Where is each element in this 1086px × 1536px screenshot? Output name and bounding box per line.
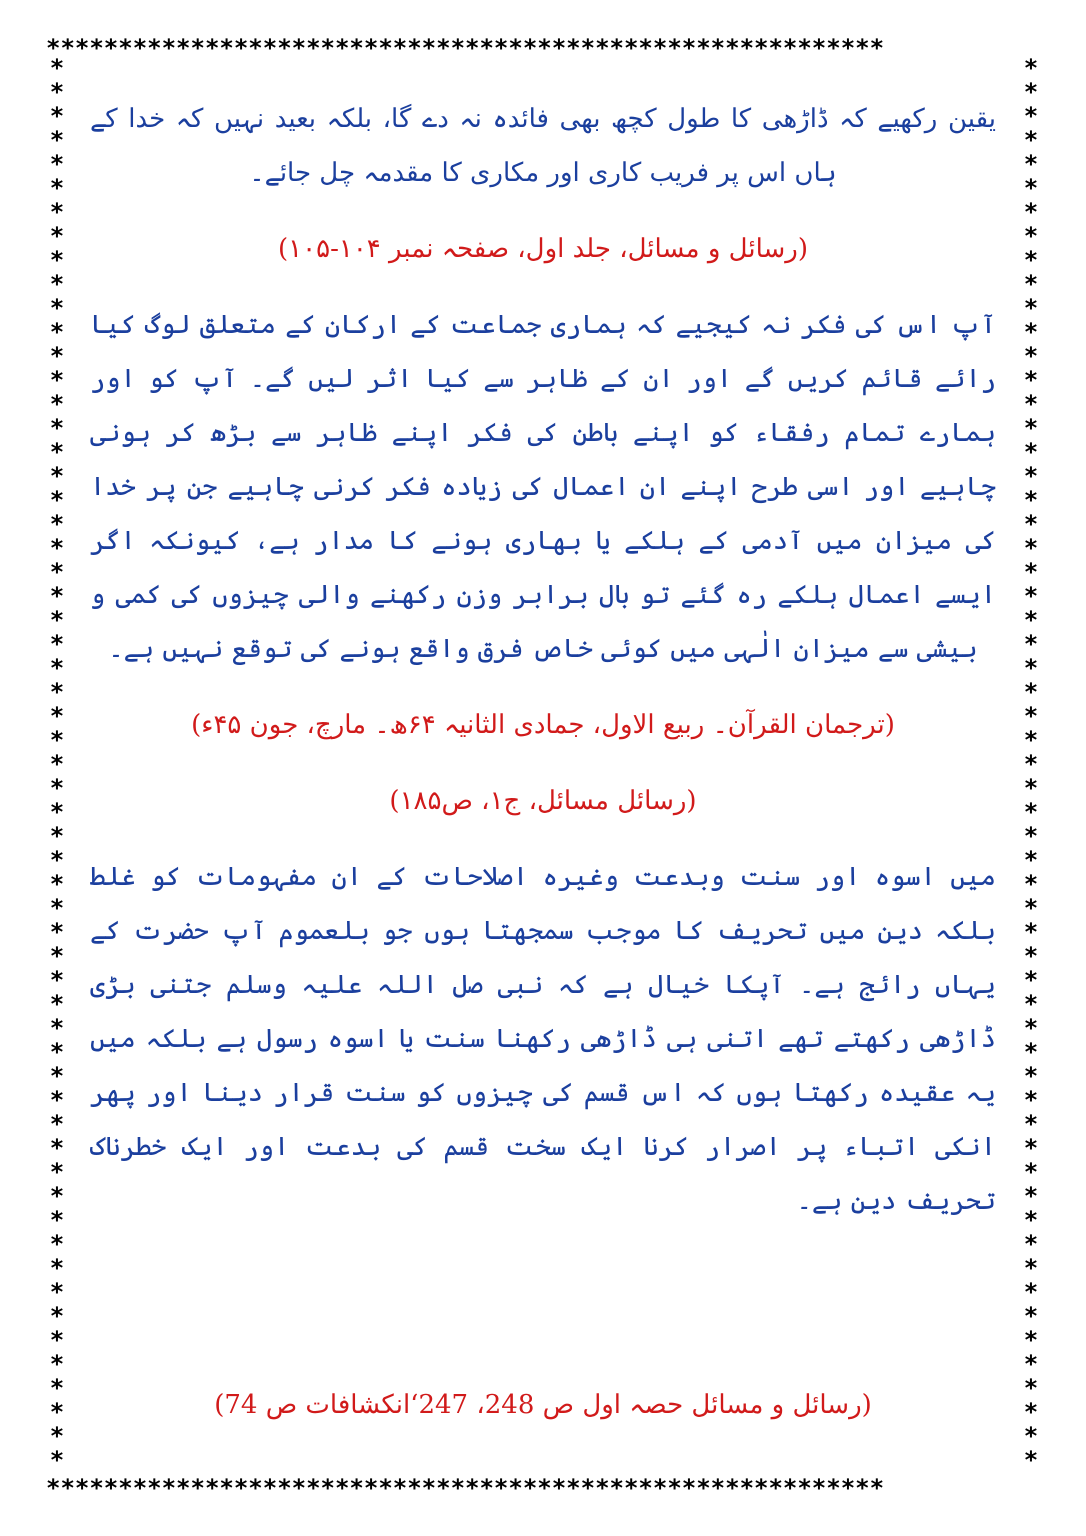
border-top: ********************************************************** [46,36,885,60]
border-right: *********************************************************** [1023,56,1039,1474]
paragraph-3: میں اسوہ اور سنت وبدعت وغیرہ اصلاحات کے ان مفہومات کو غلط بلکہ دین میں تحریف کا موجب سمجھتا ہوں جو بلعموم آپ حضرت کے یہاں رائج ہے۔ آپکا خیال ہے کہ نبی صل اللہ علیہ وسلم جتنی بڑی ڈاڑھی رکھتے تھے اتنی ہی ڈاڑھی رکھنا سنت یا اسوہ رسول ہے بلکہ میں یہ عقیدہ رکھتا ہوں کہ اس قسم کی چیزوں کو سنت قرار دینا اور پھر انکی اتباء پر اصرار کرنا ایک سخت قسم کی بدعت اور ایک خطرناک تحریف دین ہے۔ [90,862,996,1216]
citation-1: (رسائل و مسائل، جلد اول، صفحہ نمبر ۱۰۴-۱۰۵) [278,234,808,264]
citation-2: (ترجمان القرآن۔ ربیع الاول، جمادی الثانیہ ۶۴ھ۔ مارچ، جون ۴۵ء) [191,710,895,740]
border-bottom: ********************************************************** [46,1476,885,1500]
citation-4: (رسائل و مسائل حصہ اول ص 248، 247‘انکشافات ص 74) [214,1390,872,1420]
document-body [90,92,996,1432]
border-left: *********************************************************** [49,56,65,1474]
citation-3: (رسائل مسائل، ج۱، ص۱۸۵) [389,786,697,816]
paragraph-1: یقین رکھیے کہ ڈاڑھی کا طول کچھ بھی فائدہ نہ دے گا، بلکہ بعید نہیں کہ خدا کے ہاں اس پر فریب کاری اور مکاری کا مقدمہ چل جائے۔ [90,104,996,188]
paragraph-2: آپ اس کی فکر نہ کیجیے کہ ہماری جماعت کے ارکان کے متعلق لوگ کیا رائے قائم کریں گے اور ان کے ظاہر سے کیا اثر لیں گے۔ آپ کو اور ہمارے تمام رفقاء کو اپنے باطن کی فکر اپنے ظاہر سے بڑھ کر ہونی چاہیے اور اسی طرح اپنے ان اعمال کی زیادہ فکر کرنی چاہیے جن پر خدا کی میزان میں آدمی کے ہلکے یا بھاری ہونے کا مدار ہے، کیونکہ اگر ایسے اعمال ہلکے رہ گئے تو بال برابر وزن رکھنے والی چیزوں کی کمی و بیشی سے میزان الٰہی میں کوئی خاص فرق واقع ہونے کی توقع نہیں ہے۔ [90,310,996,664]
